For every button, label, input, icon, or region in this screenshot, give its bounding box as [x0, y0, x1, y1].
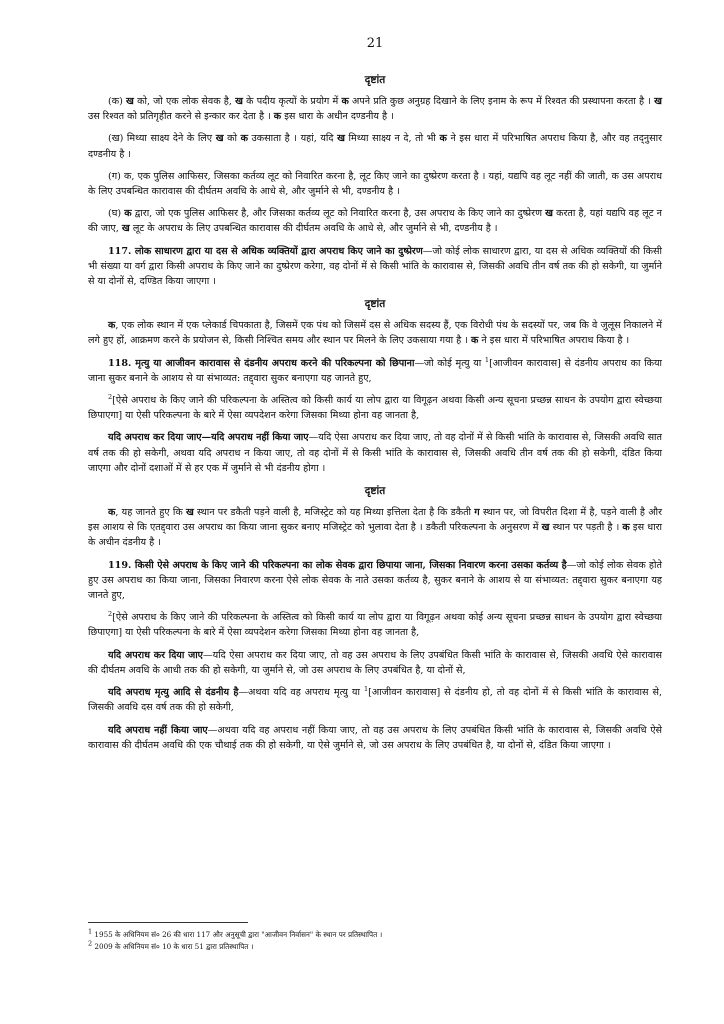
section-119-title: 119. किसी ऐसे अपराध के किए जाने की परिकल्पना का लोक सेवक द्वारा छिपाया जाना, जिसका निवारण करना उसका कर्तव्य है — [108, 559, 567, 571]
page-number: 21 — [366, 36, 384, 51]
illustration-c: (ग) क, एक पुलिस आफिसर, जिसका कर्तव्य लूट को निवारित करना है, लूट किए जाने का दुष्प्रेरण करता है । यहां, यद्यपि वह लूट नहीं की जाती, क उस अपराध के लिए उपबन्धित कारावास की दीर्घतम अवधि के आधे से, और जुर्माने से भी, दण्डनीय है । — [88, 170, 662, 198]
footnote-divider — [88, 922, 248, 923]
section-117-illustrations-heading: दृष्टांत — [364, 298, 386, 311]
section-119-para-4: यदि अपराध मृत्यु आदि से दंडनीय है—अथवा यदि वह अपराध मृत्यु या $^1$[आजीवन कारावास] से दंडनीय हो, तो वह दोनों में से किसी भांति के कारावास से, जिसकी अवधि दस वर्ष तक की हो सकेगी, — [88, 684, 662, 714]
section-118-illustration: क, यह जानते हुए कि ख स्थान पर डकैती पड़ने वाली है, मजिस्ट्रेट को यह मिथ्या इत्तिला देता है कि डकैती ग स्थान पर, जो विपरीत दिशा में है, पड़ने वाली है और इस आशय से कि एतद्द्वारा उस अपराध का किया जाना सुकर बनाए मजिस्ट्रेट को भुलावा देता है । डकैती परिकल्पना के अनुसरण में ख स्थान पर पड़ती है । क इस धारा के अधीन दंडनीय है । — [88, 507, 663, 549]
illustration-a: (क) ख को, जो एक लोक सेवक है, ख के पदीय कृत्यों के प्रयोग में क अपने प्रति कुछ अनुग्रह दिखाने के लिए इनाम के रूप में रिश्वत की प्रस्थापना करता है । ख उस रिश्वत को प्रतिगृहीत करने से इन्कार कर देता है । क इस धारा के अधीन दण्डनीय है । — [88, 96, 662, 123]
section-118-illustrations-heading: दृष्टांत — [364, 485, 386, 498]
section-119-para-3: यदि अपराध कर दिया जाए—यदि ऐसा अपराध कर दिया जाए, तो वह उस अपराध के लिए उपबंधित किसी भांति के कारावास से, जिसकी अवधि ऐसे कारावास की दीर्घतम अवधि के आधी तक की हो सकेगी, या जुर्माने से, जो उस अपराध के लिए उपबंधित है, या दोनों से, — [88, 649, 662, 676]
footnote-ref-1: 1 — [484, 355, 490, 364]
section-118-title: 118. मृत्यु या आजीवन कारावास से दंडनीय अपराध करने की परिकल्पना को छिपाना — [108, 357, 415, 369]
section-117: 117. लोक साधारण द्वारा या दस से अधिक व्यक्तियों द्वारा अपराध किए जाने का दुष्प्रेरण—जो कोई लोक साधारण द्वारा, या दस से अधिक व्यक्तियों की किसी भी संख्या या वर्ग द्वारा किसी अपराध के किए जाने का दुष्प्रेरण करेगा, वह दोनों में से किसी भांति के कारावास से, जिसकी अवधि तीन वर्ष तक की हो सकेगी, या जुर्माने से या दोनों से, दण्डित किया जाएगा । — [88, 245, 663, 288]
footnote-2: $^2$ 2009 के अधिनियम सं० 10 के धारा 51 द्वारा प्रतिस्थापित । — [88, 939, 254, 951]
section-117-title: 117. लोक साधारण द्वारा या दस से अधिक व्यक्तियों द्वारा अपराध किए जाने का दुष्प्रेरण — [108, 245, 423, 257]
footnote-1: $^1$ 1955 के अधिनियम सं० 26 की धारा 117 और अनुसूची द्वारा "आजीवन निर्वासन" के स्थान पर प्रतिस्थापित । — [88, 927, 383, 939]
section-118-para-2: $^2$[ऐसे अपराध के किए जाने की परिकल्पना के अस्तित्व को किसी कार्य या लोप द्वारा या विगूढ़न अथवा किसी अन्य सूचना प्रच्छन्न साधन के उपयोग द्वारा स्वेच्छया छिपाएगा] या ऐसी परिकल्पना के बारे में ऐसा व्यपदेशन करेगा जिसका मिथ्या होना वह जानता है, — [88, 392, 662, 422]
illustration-d: (घ) क द्वारा, जो एक पुलिस आफिसर है, और जिसका कर्तव्य लूट को निवारित करना है, उस अपराध के किए जाने का दुष्प्रेरण ख करता है, यहां यद्यपि वह लूट न की जाए, ख लूट के अपराध के लिए उपबन्धित कारावास की दीर्घतम अवधि के आधे से, और जुर्माने से भी, दण्डनीय है । — [88, 208, 662, 235]
section-119: 119. किसी ऐसे अपराध के किए जाने की परिकल्पना का लोक सेवक द्वारा छिपाया जाना, जिसका निवारण करना उसका कर्तव्य है—जो कोई लोक सेवक होते हुए उस अपराध का किया जाना, जिसका निवारण करना ऐसे लोक सेवक के नाते उसका कर्तव्य है, सुकर बनाने के आशय से या संभाव्यत: तद्द्वारा सुकर बनाएगा यह जानते हुए, — [88, 559, 662, 602]
footnote-ref-2: 2 — [108, 610, 113, 619]
section-118-para-3: यदि अपराध कर दिया जाए—यदि अपराध नहीं किया जाए—यदि ऐसा अपराध कर दिया जाए, तो वह दोनों में से किसी भांति के कारावास से, जिसकी अवधि सात वर्ष तक की हो सकेगी, अथवा यदि अपराध न किया जाए, तो वह दोनों में से किसी भांति के कारावास से, जिसकी अवधि तीन वर्ष तक की हो सकेगी, दंडित किया जाएगा और दोनों दशाओं में से हर एक में जुर्माने से भी दंडनीय होगा । — [88, 432, 663, 474]
illustration-b: (ख) मिथ्या साक्ष्य देने के लिए ख को क उकसाता है । यहां, यदि ख मिथ्या साक्ष्य न दे, तो भी क ने इस धारा में परिभाषित अपराध किया है, और वह तद्नुसार दण्डनीय है । — [88, 133, 663, 160]
section-117-illustration: क, एक लोक स्थान में एक प्लेकार्ड चिपकाता है, जिसमें एक पंथ को जिसमें दस से अधिक सदस्य हैं, एक विरोधी पंथ के सदस्यों पर, जब कि वे जुलूस निकालने में लगे हुए हों, आक्रमण करने के प्रयोजन से, किसी निश्चित समय और स्थान पर मिलने के लिए उकसाया गया है । क ने इस धारा में परिभाषित अपराध किया है । — [88, 320, 662, 347]
section-119-para-5: यदि अपराध नहीं किया जाए—अथवा यदि वह अपराध नहीं किया जाए, तो वह उस अपराध के लिए उपबंधित किसी भांति के कारावास से, जिसकी अवधि ऐसे कारावास की दीर्घतम अवधि की एक चौथाई तक की हो सकेगी, या ऐसे जुर्माने से, जो उस अपराध के लिए उपबंधित है, या दोनों से, दंडित किया जाएगा । — [88, 724, 662, 751]
section-119-para-2: $^2$[ऐसे अपराध के किए जाने की परिकल्पना के अस्तित्व को किसी कार्य या लोप द्वारा या विगूढ़न अथवा कोई अन्य सूचना प्रच्छन्न साधन के उपयोग द्वारा स्वेच्छया छिपाएगा] या ऐसी परिकल्पना के बारे में ऐसा व्यपदेशन करेगा जिसका मिथ्या होना वह जानता है, — [88, 610, 662, 639]
section-118: 118. मृत्यु या आजीवन कारावास से दंडनीय अपराध करने की परिकल्पना को छिपाना—जो कोई मृत्यु या $^1$[आजीवन कारावास] से दंडनीय अपराध का किया जाना सुकर बनाने के आशय से या संभाव्यत: तद्द्वारा सुकर बनाएगा यह जानते हुए, — [88, 355, 662, 384]
footnote-ref-1: 1 — [363, 684, 369, 693]
illustrations-heading: दृष्टांत — [364, 74, 386, 86]
footnote-ref-2: 2 — [108, 392, 113, 401]
footnotes — [88, 922, 662, 953]
